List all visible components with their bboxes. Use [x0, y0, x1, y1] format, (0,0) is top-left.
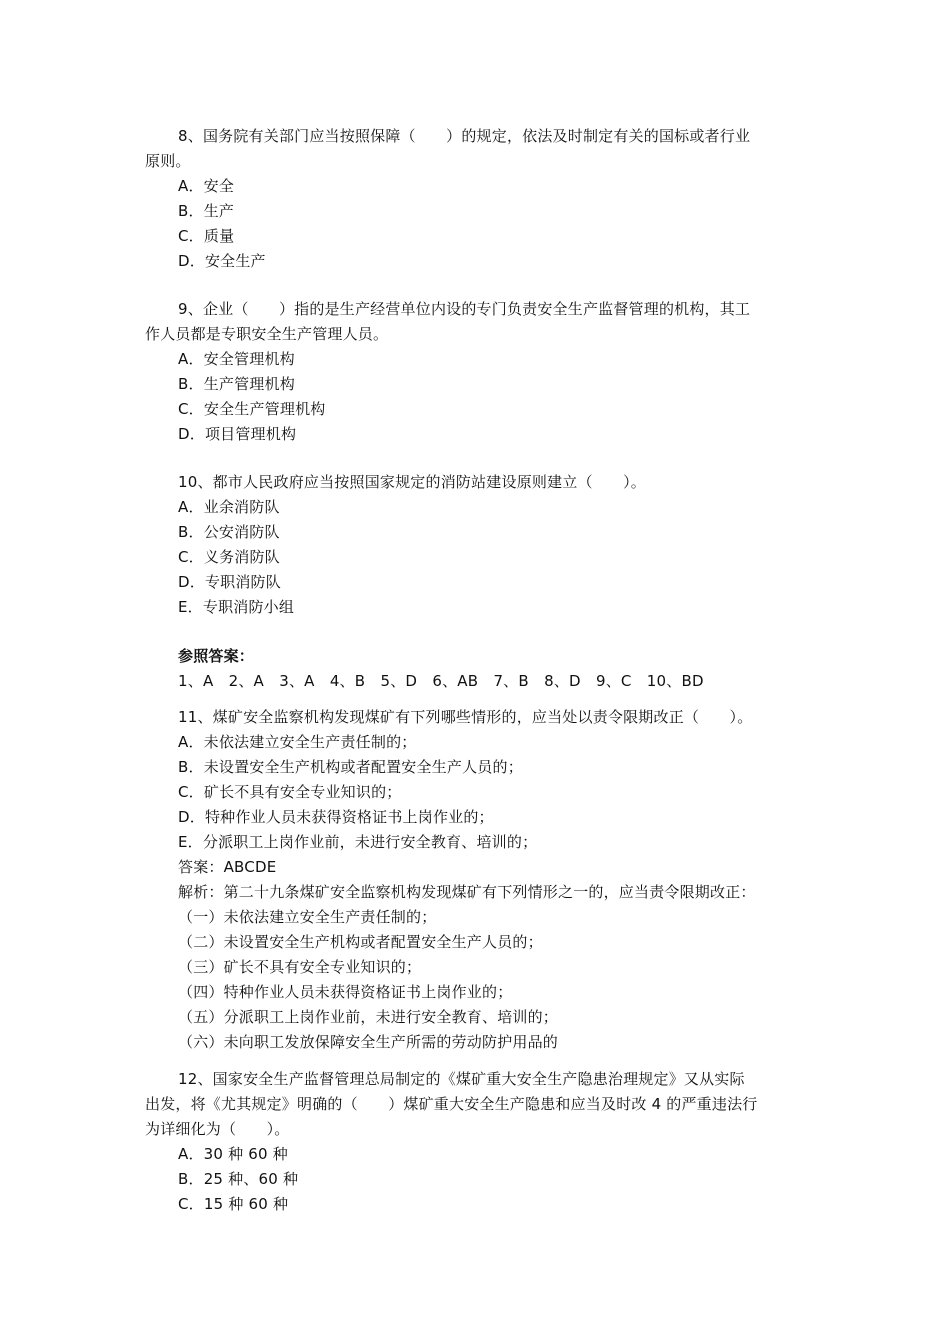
q9-option-a: A．安全管理机构 [178, 350, 295, 368]
q10-option-b: B．公安消防队 [178, 523, 280, 541]
q11-item-6: （六）未向职工发放保障安全生产所需的劳动防护用品的 [178, 1033, 559, 1051]
q11-item-4: （四）特种作业人员未获得资格证书上岗作业的； [178, 983, 513, 1001]
q11-stem: 11、煤矿安全监察机构发现煤矿有下列哪些情形的，应当处以责令限期改正（ ）。 [178, 708, 753, 726]
q11-item-3: （三）矿长不具有安全专业知识的； [178, 958, 422, 976]
q11-answer: 答案：ABCDE [178, 858, 277, 876]
q10-stem: 10、都市人民政府应当按照国家规定的消防站建设原则建立（ ）。 [178, 473, 646, 491]
q11-option-a: A．未依法建立安全生产责任制的； [178, 733, 417, 751]
q8-option-c: C．质量 [178, 227, 235, 245]
q9-stem-line2: 作人员都是专职安全生产管理人员。 [145, 325, 389, 343]
q11-option-d: D．特种作业人员未获得资格证书上岗作业的； [178, 808, 494, 826]
q12-option-b: B．25 种、60 种 [178, 1170, 299, 1188]
q12-option-c: C．15 种 60 种 [178, 1195, 289, 1213]
q8-option-b: B．生产 [178, 202, 235, 220]
q12-option-a: A．30 种 60 种 [178, 1145, 288, 1163]
q10-option-c: C．义务消防队 [178, 548, 280, 566]
q11-item-2: （二）未设置安全生产机构或者配置安全生产人员的； [178, 933, 543, 951]
answers-heading: 参照答案： [178, 647, 255, 665]
q11-item-5: （五）分派职工上岗作业前，未进行安全教育、培训的； [178, 1008, 559, 1026]
q9-option-b: B．生产管理机构 [178, 375, 295, 393]
q12-stem-line1: 12、国家安全生产监督管理总局制定的《煤矿重大安全生产隐患治理规定》又从实际 [178, 1070, 745, 1088]
q9-stem-line1: 9、企业（ ）指的是生产经营单位内设的专门负责安全生产监督管理的机构，其工 [178, 300, 751, 318]
q10-option-d: D．专职消防队 [178, 573, 281, 591]
q12-stem-line3: 为详细化为（ ）。 [145, 1120, 290, 1138]
q8-option-a: A．安全 [178, 177, 235, 195]
q9-option-c: C．安全生产管理机构 [178, 400, 326, 418]
q11-analysis: 解析：第二十九条煤矿安全监察机构发现煤矿有下列情形之一的，应当责令限期改正： [178, 883, 756, 901]
q10-option-e: E．专职消防小组 [178, 598, 295, 616]
q12-stem-line2: 出发，将《尤其规定》明确的（ ）煤矿重大安全生产隐患和应当及时改 4 的严重违法行 [145, 1095, 758, 1113]
q11-option-e: E．分派职工上岗作业前，未进行安全教育、培训的； [178, 833, 538, 851]
q8-stem-line2: 原则。 [145, 152, 191, 170]
q9-option-d: D．项目管理机构 [178, 425, 297, 443]
q8-option-d: D．安全生产 [178, 252, 266, 270]
answers-line: 1、A 2、A 3、A 4、B 5、D 6、AB 7、B 8、D 9、C 10、BD [178, 672, 704, 690]
q11-item-1: （一）未依法建立安全生产责任制的； [178, 908, 437, 926]
q11-option-b: B．未设置安全生产机构或者配置安全生产人员的； [178, 758, 523, 776]
q8-stem-line1: 8、国务院有关部门应当按照保障（ ）的规定，依法及时制定有关的国标或者行业 [178, 127, 751, 145]
q11-option-c: C．矿长不具有安全专业知识的； [178, 783, 402, 801]
q10-option-a: A．业余消防队 [178, 498, 280, 516]
